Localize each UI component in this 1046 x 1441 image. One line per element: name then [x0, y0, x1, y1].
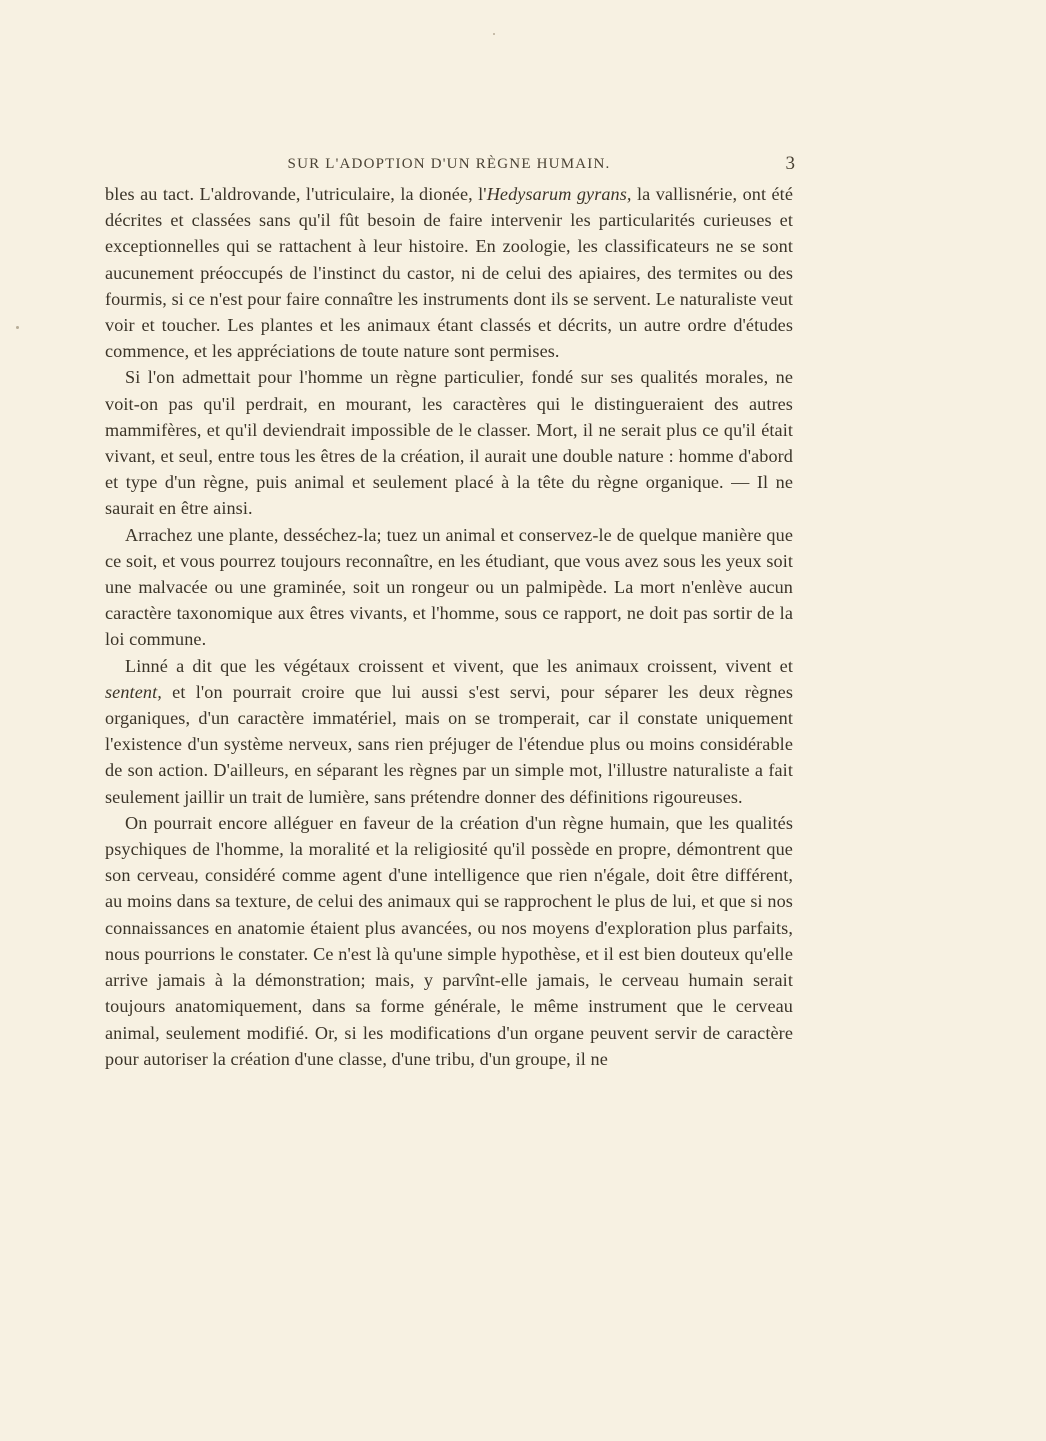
italic-text: sentent,: [105, 681, 162, 702]
page-number: 3: [785, 153, 795, 174]
paragraph: [105, 522, 793, 653]
paragraph: [105, 810, 793, 1072]
text-run: bles au tact. L'aldrovande, l'utriculaire, la dionée, l': [105, 184, 487, 204]
paragraph: [105, 181, 793, 364]
running-title: SUR L'ADOPTION D'UN RÈGNE HUMAIN.: [287, 156, 611, 172]
paragraph: [105, 364, 793, 521]
italic-text: Hedysarum gyrans,: [486, 184, 632, 204]
text-run: Linné a dit que les végétaux croissent et vivent, que les animaux croissent, vivent et: [125, 655, 793, 676]
body-text: [105, 181, 793, 1072]
paper-speck: [16, 326, 19, 329]
text-run: la vallisnérie, ont été décrites et classées sans qu'il fût besoin de faire intervenir les particularités curieuses et exceptionnelles qui se rattachent à leur histoire. En zoologie, les classificateurs ne se sont aucunement préoccupés de l'instinct du castor, ni de celui des apiaires, des termites ou des fourmis, si ce n'est pour faire connaître les instruments dont ils se servent. Le naturaliste veut voir et toucher. Les plantes et les animaux étant classés et décrits, un autre ordre d'études commence, et les appréciations de toute nature sont permises.: [105, 184, 794, 362]
text-run: On pourrait encore alléguer en faveur de la création d'un règne humain, que les qualités psychiques de l'homme, la moralité et la religiosité qu'il possède en propre, démontrent que son cerveau, considéré comme agent d'une intelligence que rien n'égale, doit être différent, au moins dans sa texture, de celui des animaux qui se rapprochent le plus de lui, et que si nos connaissances en anatomie étaient plus avancées, ou nos moyens d'exploration plus parfaits, nous pourrions le constater. Ce n'est là qu'une simple hypothèse, et il est bien douteux qu'elle arrive jamais à la démonstration; mais, y parvînt-elle jamais, le cerveau humain serait toujours anatomiquement, dans sa forme générale, le même instrument que le cerveau animal, seulement modifié. Or, si les modifications d'un organe peuvent servir de caractère pour autoriser la création d'une classe, d'une tribu, d'un groupe, il ne: [105, 812, 793, 1069]
text-run: et l'on pourrait croire que lui aussi s'est servi, pour séparer les deux règnes organiques, d'un caractère immatériel, mais on se tromperait, car il constate uniquement l'existence d'un système nerveux, sans rien préjuger de l'étendue plus ou moins considérable de son action. D'ailleurs, en séparant les règnes par un simple mot, l'illustre naturaliste a fait seulement jaillir un trait de lumière, sans prétendre donner des définitions rigoureuses.: [105, 681, 793, 807]
text-run: Arrachez une plante, desséchez-la; tuez un animal et conservez-le de quelque manière que ce soit, et vous pourrez toujours reconnaître, en les étudiant, que vous avez sous les yeux soit une malvacée ou une graminée, soit un rongeur ou un palmipède. La mort n'enlève aucun caractère taxonomique aux êtres vivants, et l'homme, sous ce rapport, ne doit pas sortir de la loi commune.: [105, 524, 793, 650]
text-run: Si l'on admettait pour l'homme un règne particulier, fondé sur ses qualités morales, ne voit-on pas qu'il perdrait, en mourant, les caractères qui le distingueraient des autres mammifères, et qu'il deviendrait impossible de le classer. Mort, il ne serait plus ce qu'il était vivant, et seul, entre tous les êtres de la création, il aurait une double nature : homme d'abord et type d'un règne, puis animal et seulement placé à la tête du règne organique. — Il ne saurait en être ainsi.: [105, 367, 793, 519]
page-header: [105, 153, 795, 180]
paper-speck: [493, 33, 495, 35]
paragraph: [105, 653, 793, 810]
